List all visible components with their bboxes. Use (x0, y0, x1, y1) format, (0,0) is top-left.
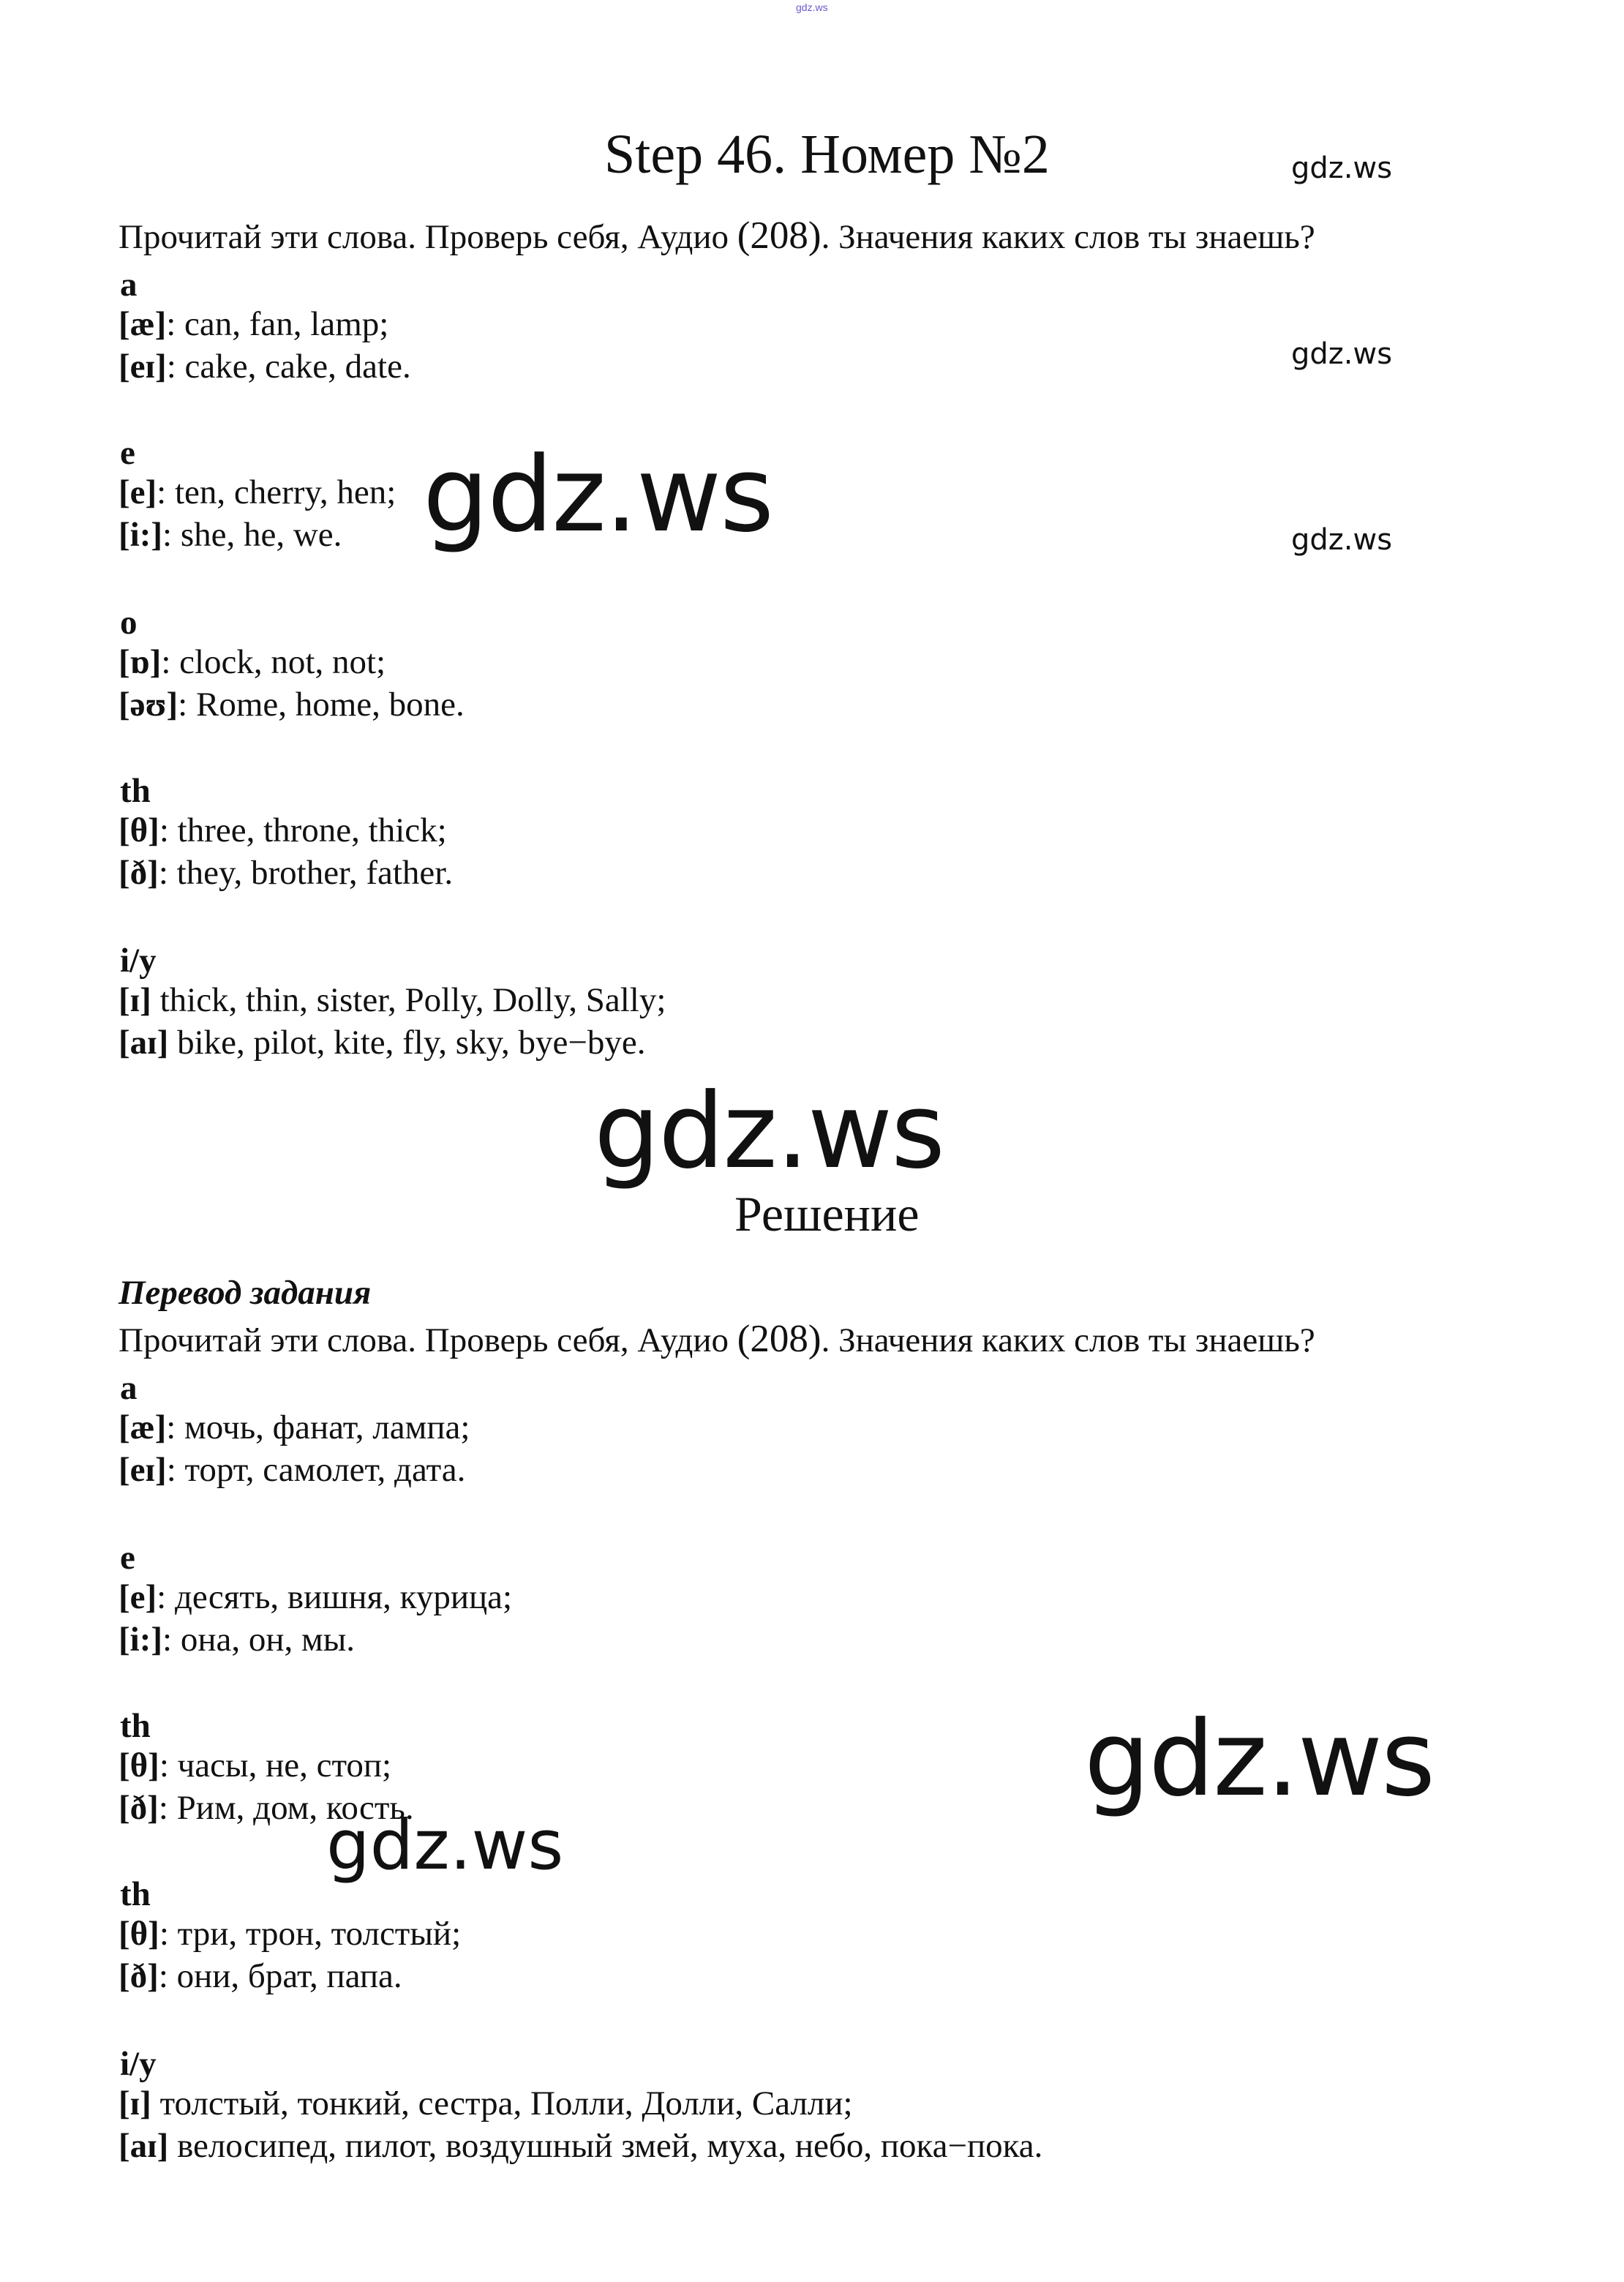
watermark-small: gdz.ws (1291, 337, 1393, 371)
letter-heading-iy: i/y (120, 942, 157, 980)
sound-line: [eɪ]: cake, cake, date. (119, 348, 411, 386)
solution-heading: Решение (734, 1186, 920, 1242)
sound-line: [ð]: Рим, дом, кость. (119, 1789, 414, 1827)
sound-line: [əʊ]: Rome, home, bone. (119, 686, 465, 724)
sound-line: [θ]: часы, не, стоп; (119, 1746, 392, 1784)
sound-line: [æ]: can, fan, lamp; (119, 305, 389, 343)
sound-line: [ð]: they, brother, father. (119, 854, 454, 892)
watermark-small: gdz.ws (1291, 523, 1393, 557)
watermark-large: gdz.ws (1084, 1699, 1435, 1820)
letter-heading-a: a (120, 1369, 138, 1407)
sound-line: [ɪ] thick, thin, sister, Polly, Dolly, Sally; (119, 981, 666, 1019)
watermark-large: gdz.ws (423, 435, 773, 555)
task-instruction: Прочитай эти слова. Проверь себя, Аудио (208). Значения каких слов ты знаешь? (119, 214, 1315, 257)
sound-line: [æ]: мочь, фанат, лампа; (119, 1408, 470, 1446)
task-instruction-translation: Прочитай эти слова. Проверь себя, Аудио (208). Значения каких слов ты знаешь? (119, 1318, 1315, 1360)
sound-line: [ɪ] толстый, тонкий, сестра, Полли, Долли, Салли; (119, 2084, 853, 2123)
watermark-large: gdz.ws (594, 1071, 944, 1192)
letter-heading-iy: i/y (120, 2045, 157, 2083)
sound-line: [e]: ten, cherry, hen; (119, 473, 396, 511)
sound-line: [i:]: она, он, мы. (119, 1621, 356, 1659)
letter-heading-th: th (120, 1707, 151, 1745)
sound-line: [θ]: three, throne, thick; (119, 811, 447, 849)
page-title: Step 46. Номер №2 (604, 124, 1050, 185)
letter-heading-e: e (120, 434, 135, 472)
sound-line: [aɪ] велосипед, пилот, воздушный змей, муха, небо, пока−пока. (119, 2127, 1043, 2165)
watermark-small: gdz.ws (1291, 151, 1393, 185)
sound-line: [i:]: she, he, we. (119, 516, 342, 554)
letter-heading-th: th (120, 772, 151, 810)
sound-line: [ð]: они, брат, папа. (119, 1957, 402, 1995)
letter-heading-o: o (120, 604, 138, 642)
letter-heading-a: a (120, 266, 138, 304)
translation-heading: Перевод задания (119, 1274, 372, 1312)
sound-line: [eɪ]: торт, самолет, дата. (119, 1451, 466, 1489)
sound-line: [e]: десять, вишня, курица; (119, 1578, 513, 1616)
top-watermark: gdz.ws (796, 1, 828, 13)
sound-line: [ɒ]: clock, not, not; (119, 643, 386, 681)
watermark-medium: gdz.ws (326, 1806, 564, 1885)
letter-heading-th: th (120, 1875, 151, 1913)
sound-line: [θ]: три, трон, толстый; (119, 1915, 462, 1953)
sound-line: [aɪ] bike, pilot, kite, fly, sky, bye−bye. (119, 1024, 646, 1062)
letter-heading-e: e (120, 1539, 135, 1577)
